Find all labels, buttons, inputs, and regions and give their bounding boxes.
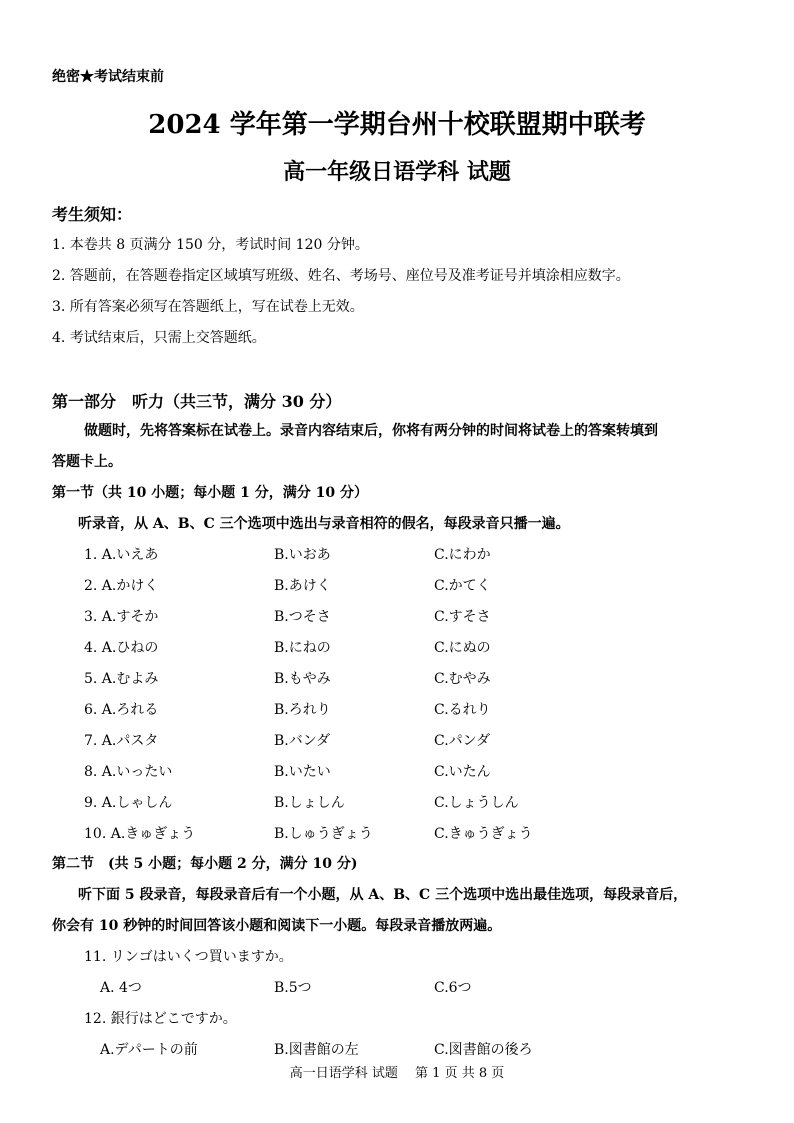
option-b: B.5つ	[274, 980, 312, 996]
option-a: 7. A.パスタ	[84, 733, 159, 749]
part1-instruction-line2: 答题卡上。	[52, 454, 122, 470]
question-row	[84, 575, 774, 597]
option-a: 9. A.しゃしん	[84, 795, 173, 811]
question-row	[84, 730, 774, 752]
option-b: B.いおあ	[274, 547, 331, 563]
notice-item: 4. 考试结束后，只需上交答题纸。	[52, 330, 266, 346]
option-a: 2. A.かけく	[84, 578, 159, 594]
section2-instruction-line1: 听下面 5 段录音，每段录音后有一个小题，从 A、B、C 三个选项中选出最佳选项，每段录音后，	[78, 887, 688, 903]
option-c: C.しょうしん	[434, 795, 519, 811]
question-row	[84, 823, 774, 845]
section2-instruction-line2: 你会有 10 秒钟的时间回答该小题和阅读下一小题。每段录音播放两遍。	[52, 918, 502, 934]
question-row	[84, 792, 774, 814]
question-row	[84, 637, 774, 659]
option-b: B.いたい	[274, 764, 331, 780]
exam-subtitle: 高一年级日语学科 试题	[283, 159, 511, 185]
section2-heading: 第二节 (共 5 小题；每小题 2 分，满分 10 分)	[52, 856, 358, 872]
part1-instruction-line1: 做题时，先将答案标在试卷上。录音内容结束后，你将有两分钟的时间将试卷上的答案转填到	[84, 423, 658, 439]
notice-item: 2. 答题前，在答题卷指定区域填写班级、姓名、考场号、座位号及准考证号并填涂相应数字。	[52, 268, 630, 284]
option-b: B.つそさ	[274, 609, 331, 625]
option-b: B.図書館の左	[274, 1042, 359, 1058]
notice-item: 3. 所有答案必须写在答题纸上，写在试卷上无效。	[52, 299, 364, 315]
option-c: C.にぬの	[434, 640, 491, 656]
option-a: A. 4つ	[100, 980, 142, 996]
option-c: C.かてく	[434, 578, 491, 594]
option-a: 10. A.きゅぎょう	[84, 826, 196, 842]
notice-heading: 考生须知：	[52, 205, 133, 224]
option-b: B.にねの	[274, 640, 331, 656]
page-footer: 高一日语学科 试题 第 1 页 共 8 页	[289, 1066, 505, 1081]
option-c: C.にわか	[434, 547, 491, 563]
question-stem: 11. リンゴはいくつ買いますか。	[84, 949, 293, 965]
question-stem: 12. 銀行はどこですか。	[84, 1011, 237, 1027]
option-a: 1. A.いえあ	[84, 547, 159, 563]
option-a: A.デパートの前	[100, 1042, 198, 1058]
option-c: C.6つ	[434, 980, 472, 996]
option-b: B.もやみ	[274, 671, 331, 687]
question-row	[84, 544, 774, 566]
question-row	[84, 606, 774, 628]
question-row	[84, 761, 774, 783]
option-b: B.しょしん	[274, 795, 345, 811]
confidential-label: 绝密★考试结束前	[52, 69, 164, 85]
option-b: B.あけく	[274, 578, 331, 594]
option-c: C.るれり	[434, 702, 491, 718]
option-b: B.しゅうぎょう	[274, 826, 373, 842]
question-row	[100, 977, 774, 999]
option-b: B.バンダ	[274, 733, 331, 749]
option-c: C.きゅうぎょう	[434, 826, 533, 842]
option-c: C.むやみ	[434, 671, 491, 687]
question-row	[84, 699, 774, 721]
question-row	[84, 668, 774, 690]
question-row	[100, 1039, 774, 1061]
option-a: 3. A.すそか	[84, 609, 159, 625]
option-c: C.図書館の後ろ	[434, 1042, 533, 1058]
option-a: 5. A.むよみ	[84, 671, 159, 687]
option-a: 6. A.ろれる	[84, 702, 159, 718]
option-c: C.すそさ	[434, 609, 491, 625]
option-c: C.パンダ	[434, 733, 491, 749]
part1-heading: 第一部分 听力（共三节，满分 30 分）	[52, 392, 342, 411]
section1-heading: 第一节（共 10 小题；每小题 1 分，满分 10 分）	[52, 485, 368, 501]
exam-title: 2024 学年第一学期台州十校联盟期中联考	[148, 110, 646, 140]
notice-item: 1. 本卷共 8 页满分 150 分，考试时间 120 分钟。	[52, 237, 369, 253]
option-a: 8. A.いったい	[84, 764, 173, 780]
option-b: B.ろれり	[274, 702, 331, 718]
section1-instruction: 听录音，从 A、B、C 三个选项中选出与录音相符的假名，每段录音只播一遍。	[78, 516, 570, 532]
option-a: 4. A.ひねの	[84, 640, 159, 656]
option-c: C.いたん	[434, 764, 491, 780]
